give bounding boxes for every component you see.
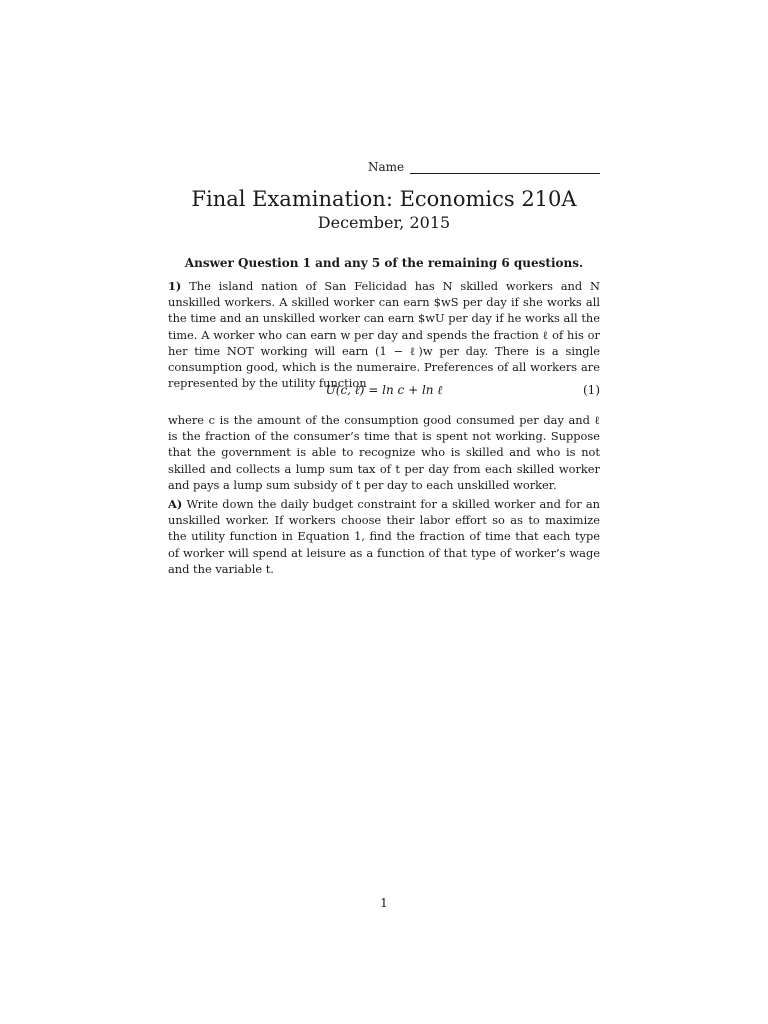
- question-1-number: 1): [168, 279, 182, 293]
- page-number: 1: [380, 896, 388, 910]
- part-a-text: Write down the daily budget constraint for a skilled worker and for an unskilled worker. If workers choose their labor effort so as to maximize the utility function in Equation 1, find the fraction of time that each type of worker will spend at leisure as a function of that type of worker’s wage and the variable t.: [168, 497, 600, 576]
- exam-instructions: Answer Question 1 and any 5 of the remaining 6 questions.: [184, 256, 584, 270]
- question-1-intro: [168, 278, 600, 391]
- exam-title: Final Examination: Economics 210A: [191, 187, 577, 211]
- part-a: [168, 496, 600, 577]
- question-1-intro-text: The island nation of San Felicidad has N skilled workers and N unskilled workers. A skilled worker can earn $wS per day if she works all the time and an unskilled worker can earn $wU per day if he works all the time. A worker who can earn w per day and spends the fraction ℓ of his or her time NOT working will earn (1 − ℓ)w per day. There is a single consumption good, which is the numeraire. Preferences of all workers are represented by the utility function: [168, 279, 601, 391]
- name-field-row: [368, 160, 600, 174]
- question-1-continuation: where c is the amount of the consumption good consumed per day and ℓ is the fraction of the consumer’s time that is spent not working. Suppose that the government is able to recognize who is skilled and who is not skilled and collects a lump sum tax of t per day from each skilled worker and pays a lump sum subsidy of t per day to each unskilled worker.: [168, 413, 600, 492]
- exam-date: December, 2015: [317, 213, 451, 232]
- equation-number: (1): [583, 383, 600, 397]
- utility-function-equation: U(c, ℓ) = ln c + ln ℓ: [325, 383, 443, 397]
- name-blank-line[interactable]: [410, 161, 600, 174]
- name-label: Name: [368, 160, 405, 174]
- part-a-label: A): [168, 497, 183, 511]
